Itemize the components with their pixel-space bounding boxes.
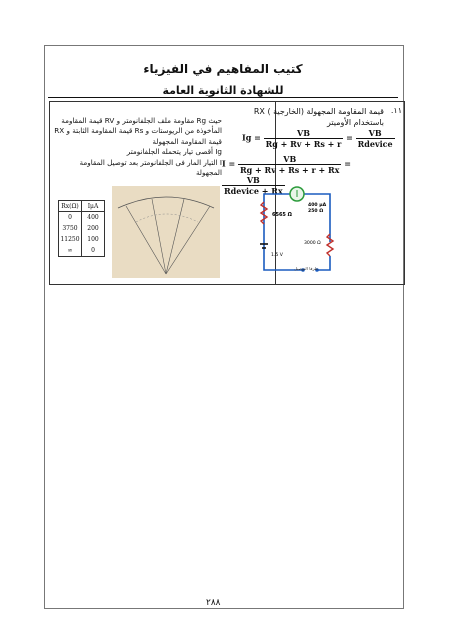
equation-ig-fraction-2 (356, 128, 395, 149)
explanation-text (54, 116, 222, 178)
equation-ig-fraction (264, 128, 344, 149)
equation-ig-numerator: VB (264, 128, 344, 139)
table-row (59, 234, 105, 245)
explanation-line-2: Ig أقصى تيار يتحمله الجلفانومتر (126, 147, 222, 157)
galvanometer-resistance-label: 250 Ω (308, 209, 324, 214)
terminals-label: طرفا التوصيل (294, 266, 319, 271)
content-table (49, 101, 405, 285)
booklet-title: كتيب المفاهيم في الفيزياء (143, 62, 303, 76)
equation-ig-lhs: Ig = (242, 132, 261, 143)
ohmmeter-scale-photo (112, 186, 220, 278)
scale-rx-value: 11250 (60, 236, 80, 243)
scale-i-value: 400 (82, 212, 105, 224)
equation-i-lhs: I = (222, 158, 236, 169)
title-separator (48, 97, 398, 98)
resistor-6565-label: 6565 Ω (272, 212, 292, 218)
scale-table-header (59, 201, 105, 212)
equation-ig (242, 128, 395, 149)
scale-rx-value: ∞ (59, 245, 82, 257)
explanation-line-3: I التيار المار فى الجلفانومتر بعد توصيل المقاومة المجهولة (79, 157, 222, 178)
equation-i-denominator: Rg + Rv + Rs + r + Rx (240, 165, 340, 175)
scale-i-value: 0 (82, 245, 105, 257)
equation-i-denominator-2: Rdevice + Rx (224, 186, 283, 196)
equation-ig-equals: = (346, 132, 353, 143)
question-title: قيمة المقاومة المجهولة (الخارجية ) RX باستخدام الأوميتر (253, 107, 384, 127)
page-number: ٢٨٨ (206, 598, 221, 608)
table-row (59, 212, 105, 224)
equation-ig-denominator: Rg + Rv + Rs + r (265, 139, 342, 149)
scale-rx-value: 0 (59, 212, 82, 224)
scale-i-value: 100 (82, 234, 105, 245)
question-number: ١١. (390, 106, 402, 115)
battery-label: 1.5 V (271, 253, 283, 258)
equation-i-numerator: VB (238, 154, 341, 165)
equation-ig-denominator-2: Rdevice (357, 139, 393, 149)
equation-i-numerator-2: VB (222, 175, 285, 186)
equation-i-equals: = (344, 158, 351, 169)
galvanometer-label: 400 μA (308, 203, 327, 208)
table-row (59, 223, 105, 234)
scale-i-value: 200 (82, 223, 105, 234)
scale-rx-value: 3750 (59, 223, 82, 234)
table-row (59, 245, 105, 257)
booklet-subtitle: للشهادة الثانوية العامة (162, 84, 284, 97)
explanation-line-1: حيث Rg مقاومة ملف الجلفانومتر و RV قيمة المقاومة المأخوذة من الريوستات و Rs قيمة المقاومة الثابتة و RX قيمة المقاومة المجهولة (54, 116, 222, 146)
scale-photo-background (112, 186, 220, 278)
scale-header-i: IμA (82, 201, 105, 212)
resistor-3000-label: 3000 Ω (304, 241, 321, 246)
equation-ig-numerator-2: VB (356, 128, 395, 139)
scale-header-rx: Rx(Ω) (59, 201, 82, 212)
circuit-wire-bottom-right (318, 256, 330, 270)
ohmmeter-scale-table (58, 200, 105, 257)
ohmmeter-circuit (242, 186, 352, 276)
equation-i-fraction (238, 154, 341, 175)
